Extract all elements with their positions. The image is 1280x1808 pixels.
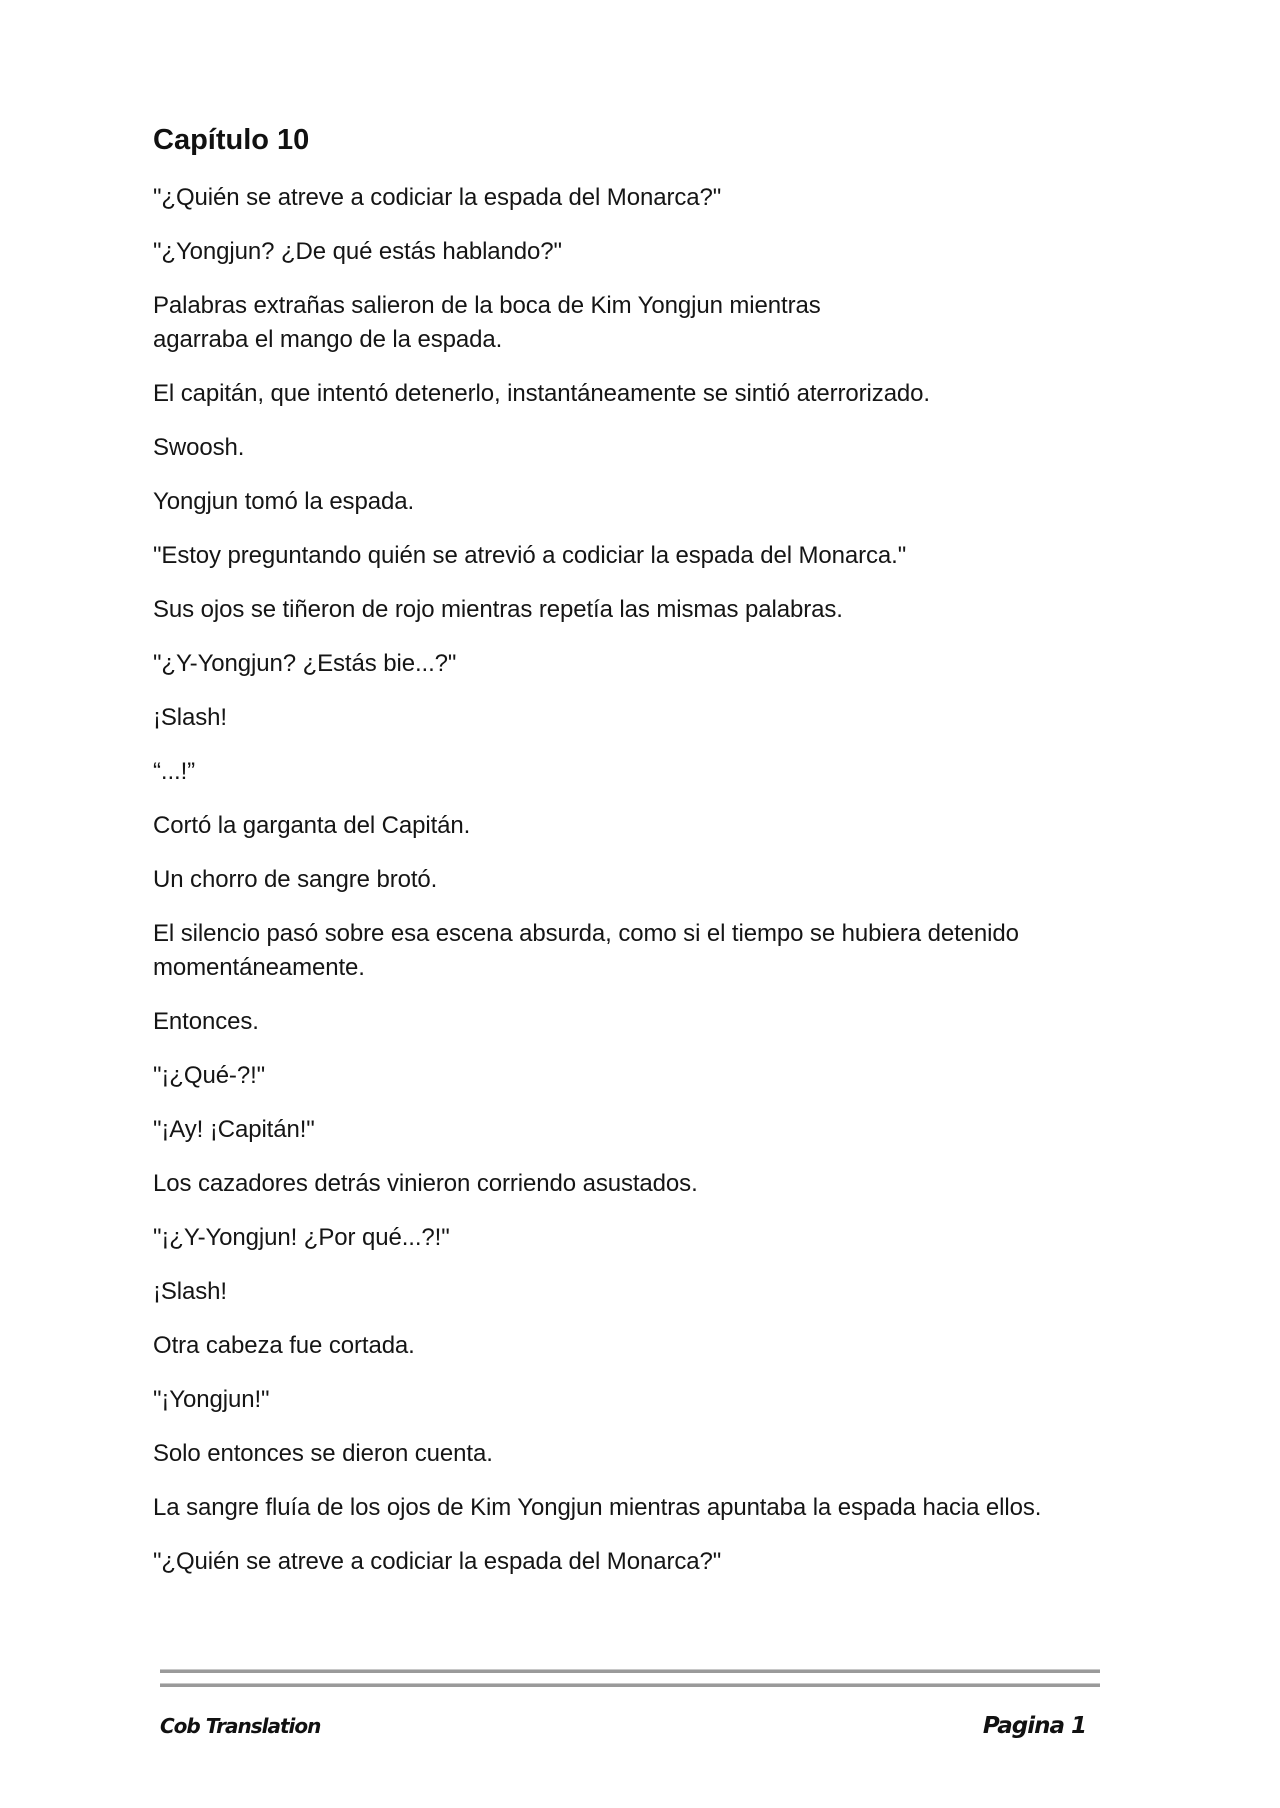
- paragraph: "¡Ay! ¡Capitán!": [153, 1116, 315, 1143]
- paragraph: "¿Quién se atreve a codiciar la espada del Monarca?": [153, 184, 722, 211]
- paragraph: Otra cabeza fue cortada.: [153, 1332, 415, 1359]
- paragraph: El capitán, que intentó detenerlo, instantáneamente se sintió aterrorizado.: [153, 380, 931, 407]
- paragraph: "¡¿Y-Yongjun! ¿Por qué...?!": [153, 1224, 450, 1251]
- paragraph: ¡Slash!: [153, 1278, 227, 1305]
- paragraph: Sus ojos se tiñeron de rojo mientras repetía las mismas palabras.: [153, 596, 843, 623]
- paragraph: Solo entonces se dieron cuenta.: [153, 1440, 493, 1467]
- paragraph: Palabras extrañas salieron de la boca de Kim Yongjun mientras agarraba el mango de la espada.: [153, 292, 821, 353]
- footer-divider: [160, 1669, 1100, 1687]
- page-number: Pagina 1: [982, 1713, 1086, 1739]
- chapter-title: Capítulo 10: [153, 124, 310, 156]
- paragraph: Entonces.: [153, 1008, 259, 1035]
- footer-rule-top: [160, 1669, 1100, 1673]
- paragraph: "¿Y-Yongjun? ¿Estás bie...?": [153, 650, 457, 677]
- page-content: [153, 118, 1113, 1599]
- paragraph: Un chorro de sangre brotó.: [153, 866, 438, 893]
- paragraph: Yongjun tomó la espada.: [153, 488, 415, 515]
- paragraph: Los cazadores detrás vinieron corriendo asustados.: [153, 1170, 698, 1197]
- paragraph: Cortó la garganta del Capitán.: [153, 812, 471, 839]
- paragraph: "¡¿Qué-?!": [153, 1062, 266, 1089]
- paragraph: “...!”: [153, 758, 196, 785]
- paragraph: El silencio pasó sobre esa escena absurda, como si el tiempo se hubiera detenido momentáneamente.: [153, 920, 1019, 981]
- paragraph: "¡Yongjun!": [153, 1386, 270, 1413]
- paragraph: "Estoy preguntando quién se atrevió a codiciar la espada del Monarca.": [153, 542, 907, 569]
- translator-credit: Cob Translation: [160, 1714, 321, 1738]
- paragraph: "¿Yongjun? ¿De qué estás hablando?": [153, 238, 562, 265]
- footer-rule-bottom: [160, 1683, 1100, 1687]
- page-footer: [160, 1713, 1086, 1739]
- paragraph: Swoosh.: [153, 434, 245, 461]
- paragraph: La sangre fluía de los ojos de Kim Yongjun mientras apuntaba la espada hacia ellos.: [153, 1494, 1042, 1521]
- paragraph: ¡Slash!: [153, 704, 227, 731]
- paragraph: "¿Quién se atreve a codiciar la espada del Monarca?": [153, 1548, 722, 1575]
